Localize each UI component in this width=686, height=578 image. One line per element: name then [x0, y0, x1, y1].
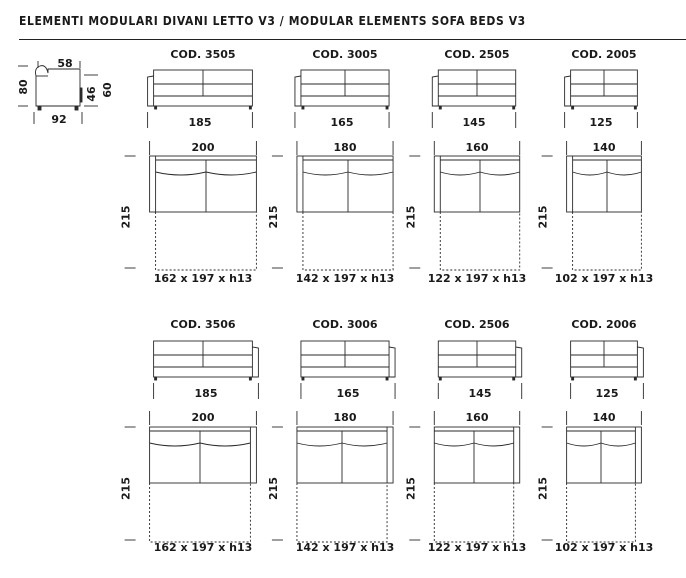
plan-width-label: 200 [191, 411, 215, 424]
side-view-depth-total-label: 92 [51, 113, 67, 126]
module-code-label: COD. 3506 [170, 318, 236, 331]
side-view-seat-height-label: 46 [85, 86, 98, 102]
front-armrest [565, 76, 571, 106]
side-view-depth-top-label: 58 [57, 57, 73, 70]
front-width-label: 145 [468, 387, 492, 400]
front-foot [302, 377, 304, 380]
front-width-label: 125 [595, 387, 619, 400]
plan-opened-bed-outline [434, 483, 513, 542]
front-armrest [389, 347, 395, 377]
plan-depth-label: 215 [536, 477, 550, 500]
front-foot [439, 106, 441, 109]
plan-depth-label: 215 [404, 205, 418, 229]
side-view-foot [75, 106, 78, 110]
plan-depth-label: 215 [119, 477, 133, 500]
front-foot [513, 106, 515, 109]
front-width-label: 165 [336, 387, 360, 400]
module-3505 [120, 48, 257, 285]
front-width-label: 145 [462, 116, 486, 129]
bed-size-label: 142 x 197 x h13 [295, 541, 395, 554]
plan-sofa-outline [567, 156, 642, 212]
plan-sofa-outline [150, 156, 257, 212]
front-elevation [571, 341, 644, 380]
plan-width-label: 160 [465, 141, 489, 154]
module-code-label: COD. 2005 [571, 48, 637, 61]
plan-view [567, 427, 642, 542]
plan-view [434, 427, 519, 542]
plan-opened-bed-outline [440, 212, 519, 270]
bed-size-label: 142 x 197 x h13 [295, 272, 395, 285]
plan-depth-label: 215 [119, 205, 133, 229]
module-2505 [404, 48, 526, 285]
front-elevation [438, 341, 521, 380]
plan-opened-bed-outline [156, 212, 257, 270]
module-code-label: COD. 3005 [312, 48, 378, 61]
front-foot [249, 377, 251, 380]
plan-depth-label: 215 [266, 205, 280, 229]
plan-view [297, 427, 393, 542]
plan-width-label: 200 [191, 141, 215, 154]
module-3506 [120, 318, 259, 554]
plan-opened-bed-outline [573, 212, 642, 270]
module-code-label: COD. 2505 [444, 48, 510, 61]
plan-view [434, 156, 519, 270]
side-view [17, 57, 114, 126]
plan-opened-bed-outline [150, 483, 251, 542]
plan-view [297, 156, 393, 270]
front-foot [634, 106, 636, 109]
plan-view [567, 156, 642, 270]
plan-depth-label: 215 [536, 205, 550, 229]
bed-size-label: 102 x 197 x h13 [554, 272, 654, 285]
bed-size-label: 122 x 197 x h13 [427, 541, 527, 554]
module-3006 [267, 318, 395, 554]
plan-view [150, 427, 257, 542]
front-foot [249, 106, 251, 109]
bed-size-label: 162 x 197 x h13 [153, 541, 253, 554]
module-2006 [537, 318, 654, 554]
front-elevation [432, 70, 515, 109]
front-width-label: 185 [188, 116, 212, 129]
plan-sofa-outline [297, 156, 393, 212]
module-2005 [537, 48, 654, 285]
front-foot [634, 377, 636, 380]
plan-opened-bed-outline [297, 483, 387, 542]
plan-width-label: 180 [333, 411, 357, 424]
side-view-back-height-label: 60 [101, 82, 114, 98]
front-foot [302, 106, 304, 109]
plan-sofa-outline [434, 427, 519, 483]
side-view-height-label: 80 [17, 79, 30, 95]
front-foot [572, 377, 574, 380]
side-view-profile [36, 66, 81, 106]
plan-sofa-outline [150, 427, 257, 483]
front-foot [155, 106, 157, 109]
front-width-label: 165 [330, 116, 354, 129]
plan-opened-bed-outline [303, 212, 393, 270]
front-elevation [295, 70, 389, 109]
plan-sofa-outline [297, 427, 393, 483]
front-foot [155, 377, 157, 380]
front-armrest [252, 347, 258, 377]
module-code-label: COD. 2506 [444, 318, 510, 331]
front-width-label: 185 [194, 387, 218, 400]
bed-size-label: 102 x 197 x h13 [554, 541, 654, 554]
plan-width-label: 160 [465, 411, 489, 424]
module-2506 [404, 318, 526, 554]
front-armrest [295, 76, 301, 106]
plan-opened-bed-outline [567, 483, 636, 542]
front-armrest [148, 76, 154, 106]
module-code-label: COD. 3505 [170, 48, 236, 61]
page-title: ELEMENTI MODULARI DIVANI LETTO V3 / MODULAR ELEMENTS SOFA BEDS V3 [19, 14, 526, 28]
plan-width-label: 140 [592, 141, 616, 154]
module-code-label: COD. 3006 [312, 318, 378, 331]
front-elevation [148, 70, 253, 109]
front-foot [572, 106, 574, 109]
front-elevation [154, 341, 259, 380]
plan-width-label: 140 [592, 411, 616, 424]
front-elevation [565, 70, 638, 109]
front-foot [439, 377, 441, 380]
plan-width-label: 180 [333, 141, 357, 154]
front-foot [386, 377, 388, 380]
plan-sofa-outline [567, 427, 642, 483]
plan-sofa-outline [434, 156, 519, 212]
front-elevation [301, 341, 395, 380]
front-foot [513, 377, 515, 380]
plan-depth-label: 215 [404, 477, 418, 500]
bed-size-label: 122 x 197 x h13 [427, 272, 527, 285]
plan-depth-label: 215 [266, 477, 280, 500]
front-armrest [637, 347, 643, 377]
front-armrest [516, 347, 522, 377]
bed-size-label: 162 x 197 x h13 [153, 272, 253, 285]
module-code-label: COD. 2006 [571, 318, 637, 331]
module-3005 [267, 48, 394, 285]
front-foot [386, 106, 388, 109]
side-view-seat-edge [80, 88, 82, 102]
front-armrest [432, 76, 438, 106]
side-view-foot [38, 106, 41, 110]
plan-view [150, 156, 257, 270]
front-width-label: 125 [589, 116, 613, 129]
